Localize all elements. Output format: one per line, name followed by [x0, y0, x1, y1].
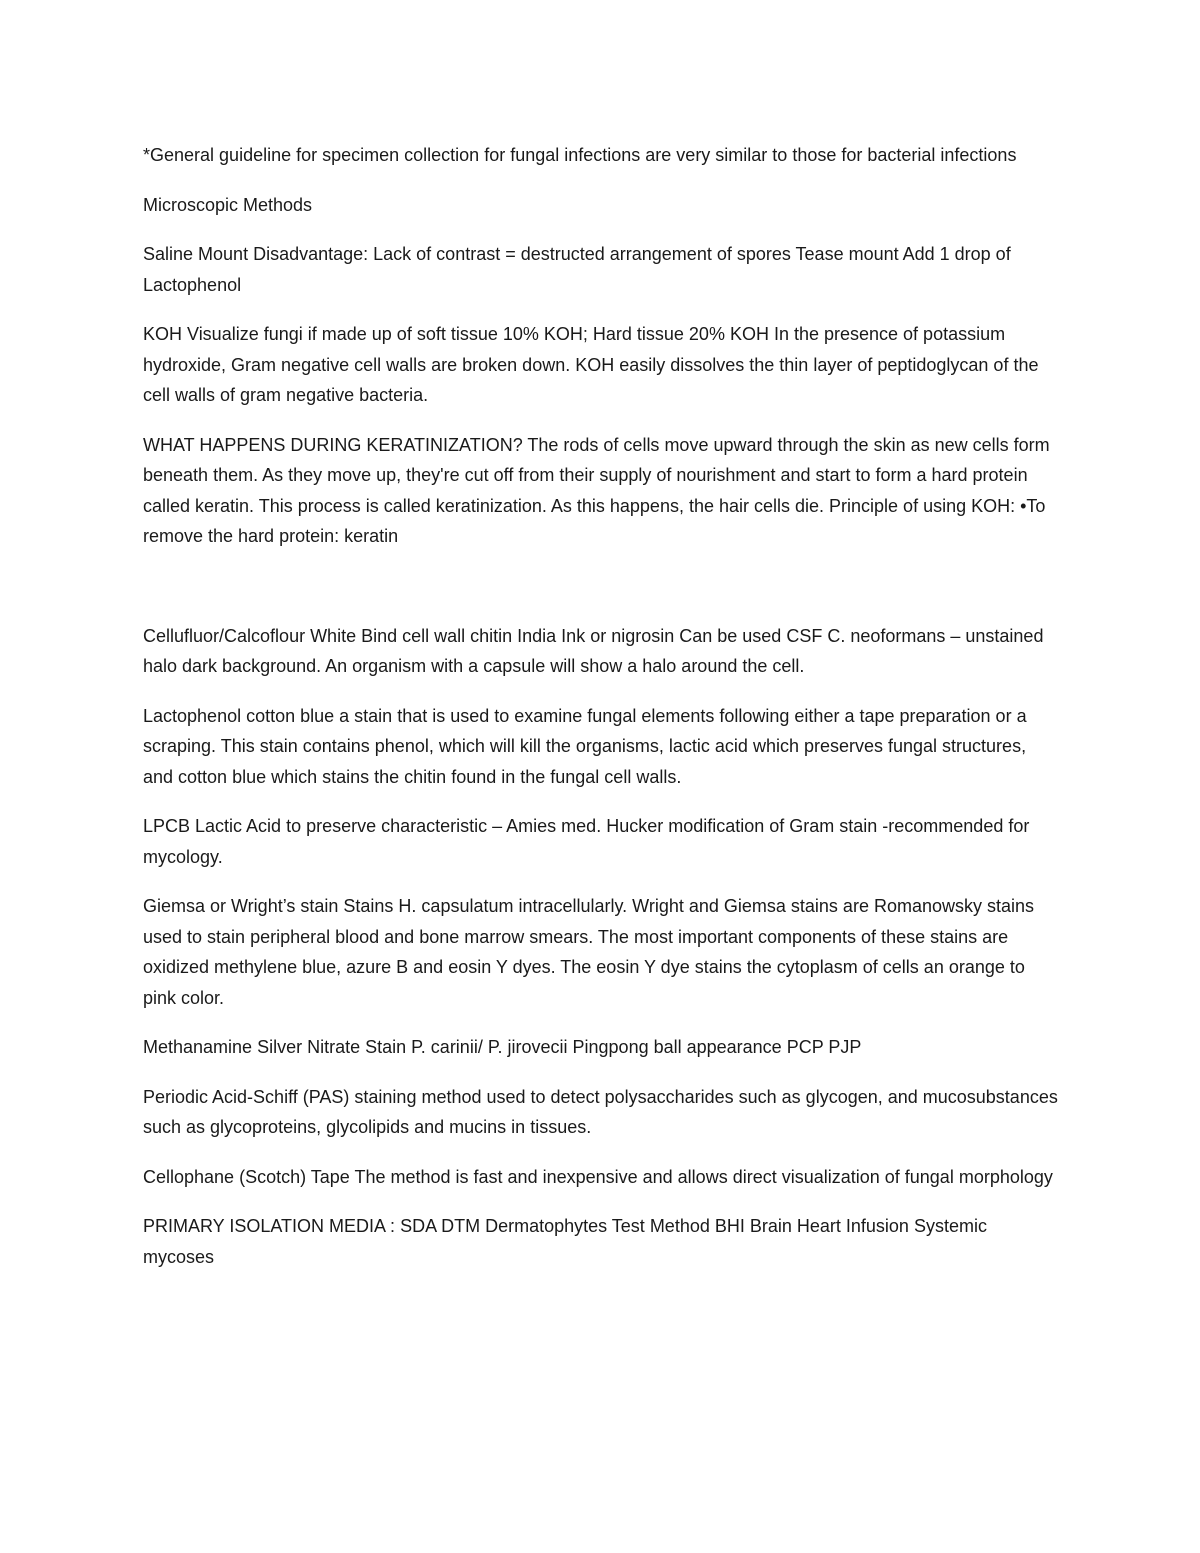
paragraph-primary-isolation-media: PRIMARY ISOLATION MEDIA : SDA DTM Dermatophytes Test Method BHI Brain Heart Infusion Systemic mycoses: [143, 1216, 987, 1267]
paragraph-general-guideline: *General guideline for specimen collection for fungal infections are very similar to those for bacterial infections: [143, 145, 1017, 165]
paragraph-saline-mount: Saline Mount Disadvantage: Lack of contrast = destructed arrangement of spores Tease mount Add 1 drop of Lactophenol: [143, 244, 1011, 295]
paragraph-cellophane-tape: Cellophane (Scotch) Tape The method is fast and inexpensive and allows direct visualization of fungal morphology: [143, 1166, 1053, 1187]
blank-gap: [143, 571, 1058, 621]
paragraph-koh: KOH Visualize fungi if made up of soft tissue 10% KOH; Hard tissue 20% KOH In the presence of potassium hydroxide, Gram negative cell walls are broken down. KOH easily dissolves the thin layer of peptidoglycan of the cell walls of gram negative bacteria.: [143, 324, 1039, 405]
paragraph-giemsa-wright: Giemsa or Wright’s stain Stains H. capsulatum intracellularly. Wright and Giemsa stains are Romanowsky stains used to stain peripheral blood and bone marrow smears. The most important components of these stains are oxidized methylene blue, azure B and eosin Y dyes. The eosin Y dye stains the cytoplasm of cells an orange to pink color.: [143, 896, 1035, 1008]
paragraph-calcofluor: Cellufluor/Calcoflour White Bind cell wall chitin India Ink or nigrosin Can be used CSF C. neoformans – unstained halo dark background. An organism with a capsule will show a halo around the cell.: [143, 625, 1044, 676]
paragraph-lpcb: LPCB Lactic Acid to preserve characteristic – Amies med. Hucker modification of Gram stain -recommended for mycology.: [143, 816, 1030, 867]
paragraph-lactophenol-cotton-blue: Lactophenol cotton blue a stain that is used to examine fungal elements following either a tape preparation or a scraping. This stain contains phenol, which will kill the organisms, lactic acid which preserves fungal structures, and cotton blue which stains the chitin found in the fungal cell walls.: [143, 705, 1027, 787]
paragraph-pas: Periodic Acid-Schiff (PAS) staining method used to detect polysaccharides such as glycogen, and mucosubstances such as glycoproteins, glycolipids and mucins in tissues.: [143, 1086, 1058, 1137]
document-page: [143, 140, 1058, 1291]
paragraph-microscopic-methods: Microscopic Methods: [143, 194, 313, 215]
paragraph-methanamine-silver: Methanamine Silver Nitrate Stain P. carinii/ P. jirovecii Pingpong ball appearance PCP PJP: [143, 1037, 862, 1057]
paragraph-keratinization: WHAT HAPPENS DURING KERATINIZATION? The rods of cells move upward through the skin as new cells form beneath them. As they move up, they're cut off from their supply of nourishment and start to form a hard protein called keratin. This process is called keratinization. As this happens, the hair cells die. Principle of using KOH: •To remove the hard protein: keratin: [143, 434, 1050, 546]
